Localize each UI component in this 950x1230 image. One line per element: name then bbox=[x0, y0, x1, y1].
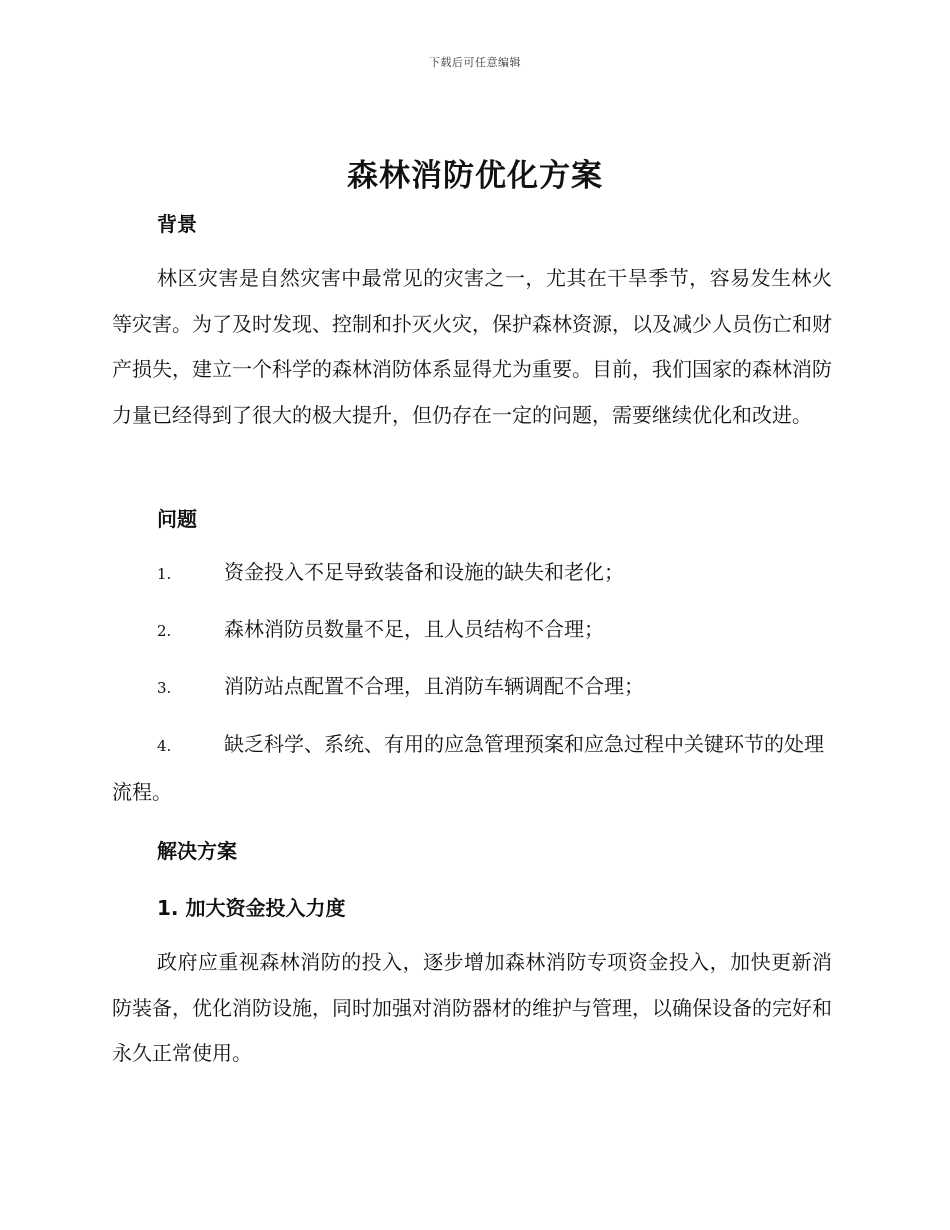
solution-subheading-1: 1. 加大资金投入力度 bbox=[157, 896, 346, 920]
problem-item-1 bbox=[112, 550, 832, 598]
list-number: 2. bbox=[157, 622, 172, 640]
section-heading-solutions: 解决方案 bbox=[157, 839, 237, 863]
list-text: 缺乏科学、系统、有用的应急管理预案和应急过程中关键环节的处理流程。 bbox=[112, 732, 824, 804]
page-header-note: 下载后可任意编辑 bbox=[429, 56, 521, 69]
list-number: 4. bbox=[157, 737, 172, 755]
problem-item-3 bbox=[112, 664, 832, 712]
list-number: 3. bbox=[157, 679, 172, 697]
section-heading-background: 背景 bbox=[157, 212, 197, 236]
problem-item-2 bbox=[112, 607, 832, 655]
list-text: 森林消防员数量不足，且人员结构不合理； bbox=[224, 617, 604, 641]
solution-paragraph-1: 政府应重视森林消防的投入，逐步增加森林消防专项资金投入，加快更新消防装备，优化消防设施，同时加强对消防器材的维护与管理，以确保设备的完好和永久正常使用。 bbox=[112, 950, 832, 1065]
list-number: 1. bbox=[157, 565, 172, 583]
list-text: 消防站点配置不合理，且消防车辆调配不合理； bbox=[224, 674, 644, 698]
document-title: 森林消防优化方案 bbox=[347, 158, 603, 194]
list-text: 资金投入不足导致装备和设施的缺失和老化； bbox=[224, 560, 624, 584]
section-heading-problems: 问题 bbox=[157, 507, 197, 531]
problem-item-4 bbox=[112, 722, 832, 815]
background-paragraph: 林区灾害是自然灾害中最常见的灾害之一，尤其在干旱季节，容易发生林火等灾害。为了及时发现、控制和扑灭火灾，保护森林资源，以及减少人员伤亡和财产损失，建立一个科学的森林消防体系显得尤为重要。目前，我们国家的森林消防力量已经得到了很大的极大提升，但仍存在一定的问题，需要继续优化和改进。 bbox=[112, 266, 832, 427]
